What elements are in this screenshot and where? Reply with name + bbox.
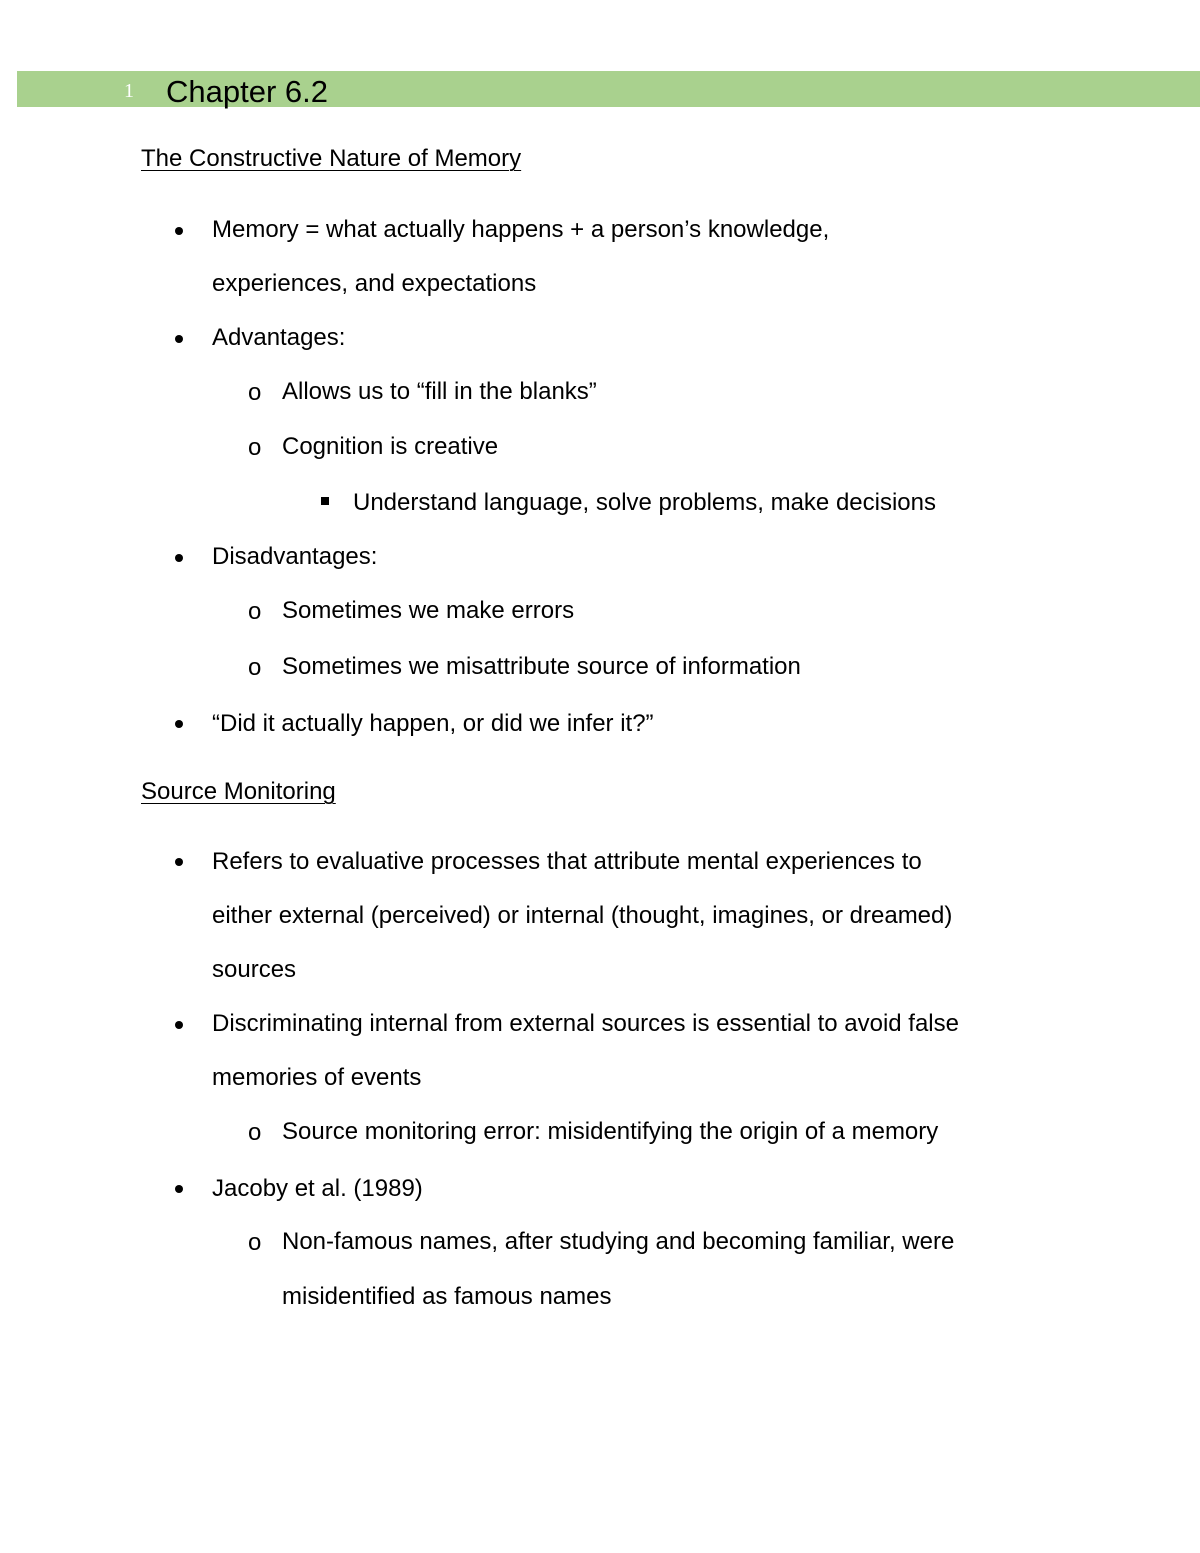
- sub-list-item: Non-famous names, after studying and becoming familiar, were: [282, 1228, 955, 1255]
- bullet-dot-icon: [175, 1021, 183, 1029]
- bullet-dot-icon: [175, 1185, 183, 1193]
- list-item-continuation: either external (perceived) or internal (thought, imagines, or dreamed): [212, 902, 953, 929]
- sub-bullet-marker: o: [248, 379, 262, 406]
- list-item: Discriminating internal from external sources is essential to avoid false: [212, 1010, 959, 1037]
- list-item-continuation: experiences, and expectations: [212, 270, 537, 297]
- bullet-dot-icon: [175, 858, 183, 866]
- sub-bullet-marker: o: [248, 654, 262, 681]
- bullet-dot-icon: [175, 554, 183, 562]
- bullet-dot-icon: [175, 720, 183, 728]
- sub-bullet-marker: o: [248, 434, 262, 461]
- page-title: Chapter 6.2: [166, 74, 328, 109]
- list-item-continuation: sources: [212, 956, 297, 983]
- list-item: Jacoby et al. (1989): [212, 1175, 423, 1202]
- square-bullet-icon: [321, 497, 329, 505]
- sub-bullet-marker: o: [248, 598, 262, 625]
- list-item: Advantages:: [212, 324, 346, 351]
- list-item-continuation: memories of events: [212, 1064, 422, 1091]
- bullet-dot-icon: [175, 227, 183, 235]
- sub-bullet-marker: o: [248, 1229, 262, 1256]
- heading-number: 1: [124, 80, 134, 102]
- sub-list-item: Sometimes we make errors: [282, 597, 575, 624]
- sub-bullet-marker: o: [248, 1119, 262, 1146]
- bullet-dot-icon: [175, 335, 183, 343]
- sub-sub-list-item: Understand language, solve problems, make decisions: [353, 489, 936, 516]
- section-title-source-monitoring: Source Monitoring: [141, 778, 336, 805]
- list-item: Memory = what actually happens + a person’s knowledge,: [212, 216, 830, 243]
- section-title-constructive-memory: The Constructive Nature of Memory: [141, 145, 522, 172]
- list-item: “Did it actually happen, or did we infer it?”: [212, 710, 654, 737]
- sub-list-item: Cognition is creative: [282, 433, 499, 460]
- sub-list-item: Source monitoring error: misidentifying the origin of a memory: [282, 1118, 939, 1145]
- list-item: Disadvantages:: [212, 543, 378, 570]
- sub-list-item: Allows us to “fill in the blanks”: [282, 378, 597, 405]
- list-item: Refers to evaluative processes that attribute mental experiences to: [212, 848, 922, 875]
- sub-list-item: Sometimes we misattribute source of information: [282, 653, 801, 680]
- sub-list-item-continuation: misidentified as famous names: [282, 1283, 612, 1310]
